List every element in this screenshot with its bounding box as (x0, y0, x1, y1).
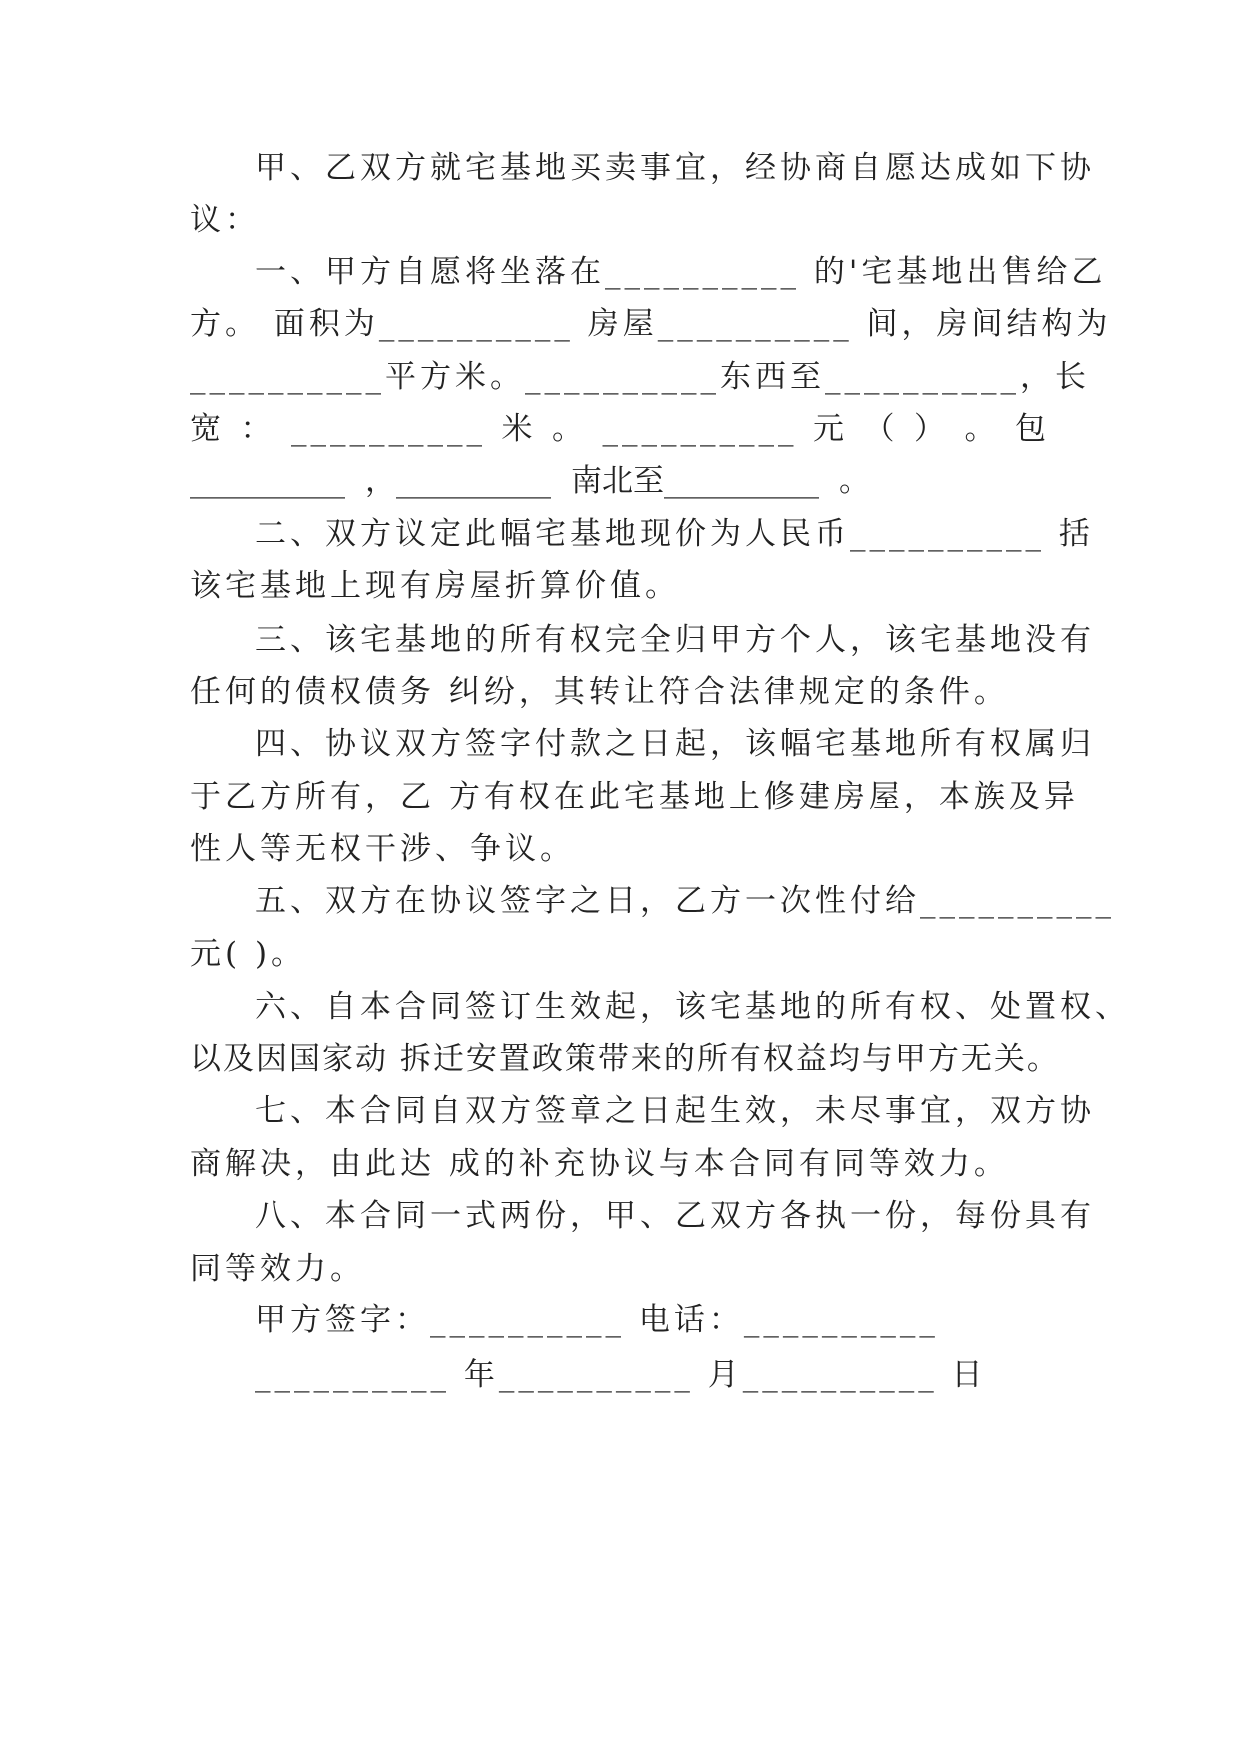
text-segment: ，__________ (365, 463, 551, 499)
text-line: 五、双方在协议签字之日，乙方一次性付给__________ (255, 883, 1115, 919)
text-line: 七、本合同自双方签章之日起生效，未尽事宜，双方协 (255, 1093, 1095, 1129)
text-line: 六、自本合同签订生效起，该宅基地的所有权、处置权、 (255, 989, 1130, 1025)
text-segment: 。 (839, 463, 870, 499)
text-segment: __________ (190, 359, 385, 395)
text-line: 八、本合同一式两份，甲、乙双方各执一份，每份具有 (255, 1198, 1095, 1234)
text-segment: 东西至__________ (720, 359, 1020, 395)
text-line-justified (190, 357, 1090, 397)
text-segment: __________ (602, 411, 798, 447)
text-line: 二、双方议定此幅宅基地现价为人民币__________ 括 (255, 516, 1094, 552)
text-line: 同等效力。 (190, 1251, 365, 1287)
text-line: 四、协议双方签字付款之日起，该幅宅基地所有权属归 (255, 726, 1095, 762)
text-line: 任何的债权债务 纠纷，其转让符合法律规定的条件。 (190, 674, 1009, 710)
text-line: 该宅基地上现有房屋折算价值。 (190, 568, 680, 604)
text-line: 于乙方所有，乙 方有权在此宅基地上修建房屋，本族及异 (190, 779, 1079, 815)
text-line: 元( )。 (190, 936, 307, 972)
text-segment: 南北至__________ (571, 463, 819, 499)
text-line: 甲、乙双方就宅基地买卖事宜，经协商自愿达成如下协 (255, 150, 1095, 186)
text-line: 商解决，由此达 成的补充协议与本合同有同等效力。 (190, 1146, 1009, 1182)
text-segment: 平方米。__________ (385, 359, 720, 395)
text-line: 方。 面积为__________ 房屋__________ 间，房间结构为 (190, 306, 1112, 342)
text-line: 性人等无权干涉、争议。 (190, 831, 575, 867)
text-segment: 宽 (190, 411, 225, 447)
text-segment: 米 (501, 411, 537, 447)
text-segment: ，长 (1020, 359, 1090, 395)
text-segment: __________ (291, 411, 486, 447)
text-segment: 。 (964, 411, 1000, 447)
text-segment: 包 (1015, 411, 1050, 447)
text-line-justified (190, 461, 870, 501)
text-line: 三、该宅基地的所有权完全归甲方个人，该宅基地没有 (255, 622, 1095, 658)
text-line: 议： (190, 202, 260, 238)
text-segment: （ (863, 411, 899, 447)
text-line-justified (190, 409, 1050, 449)
text-segment: ： (240, 411, 276, 447)
text-segment: 。 (552, 411, 587, 447)
text-line: 以及因国家动 拆迁安置政策带来的所有权益均与甲方无关。 (190, 1041, 1060, 1077)
signature-line: 甲方签字：__________ 电话：__________ (255, 1302, 939, 1338)
text-segment: __________ (190, 463, 345, 499)
text-segment: 元 (813, 411, 848, 447)
text-segment: ） (914, 411, 949, 447)
text-line: 一、甲方自愿将坐落在__________ 的'宅基地出售给乙 (255, 254, 1107, 290)
date-line: __________ 年__________ 月__________ 日 (255, 1357, 987, 1393)
